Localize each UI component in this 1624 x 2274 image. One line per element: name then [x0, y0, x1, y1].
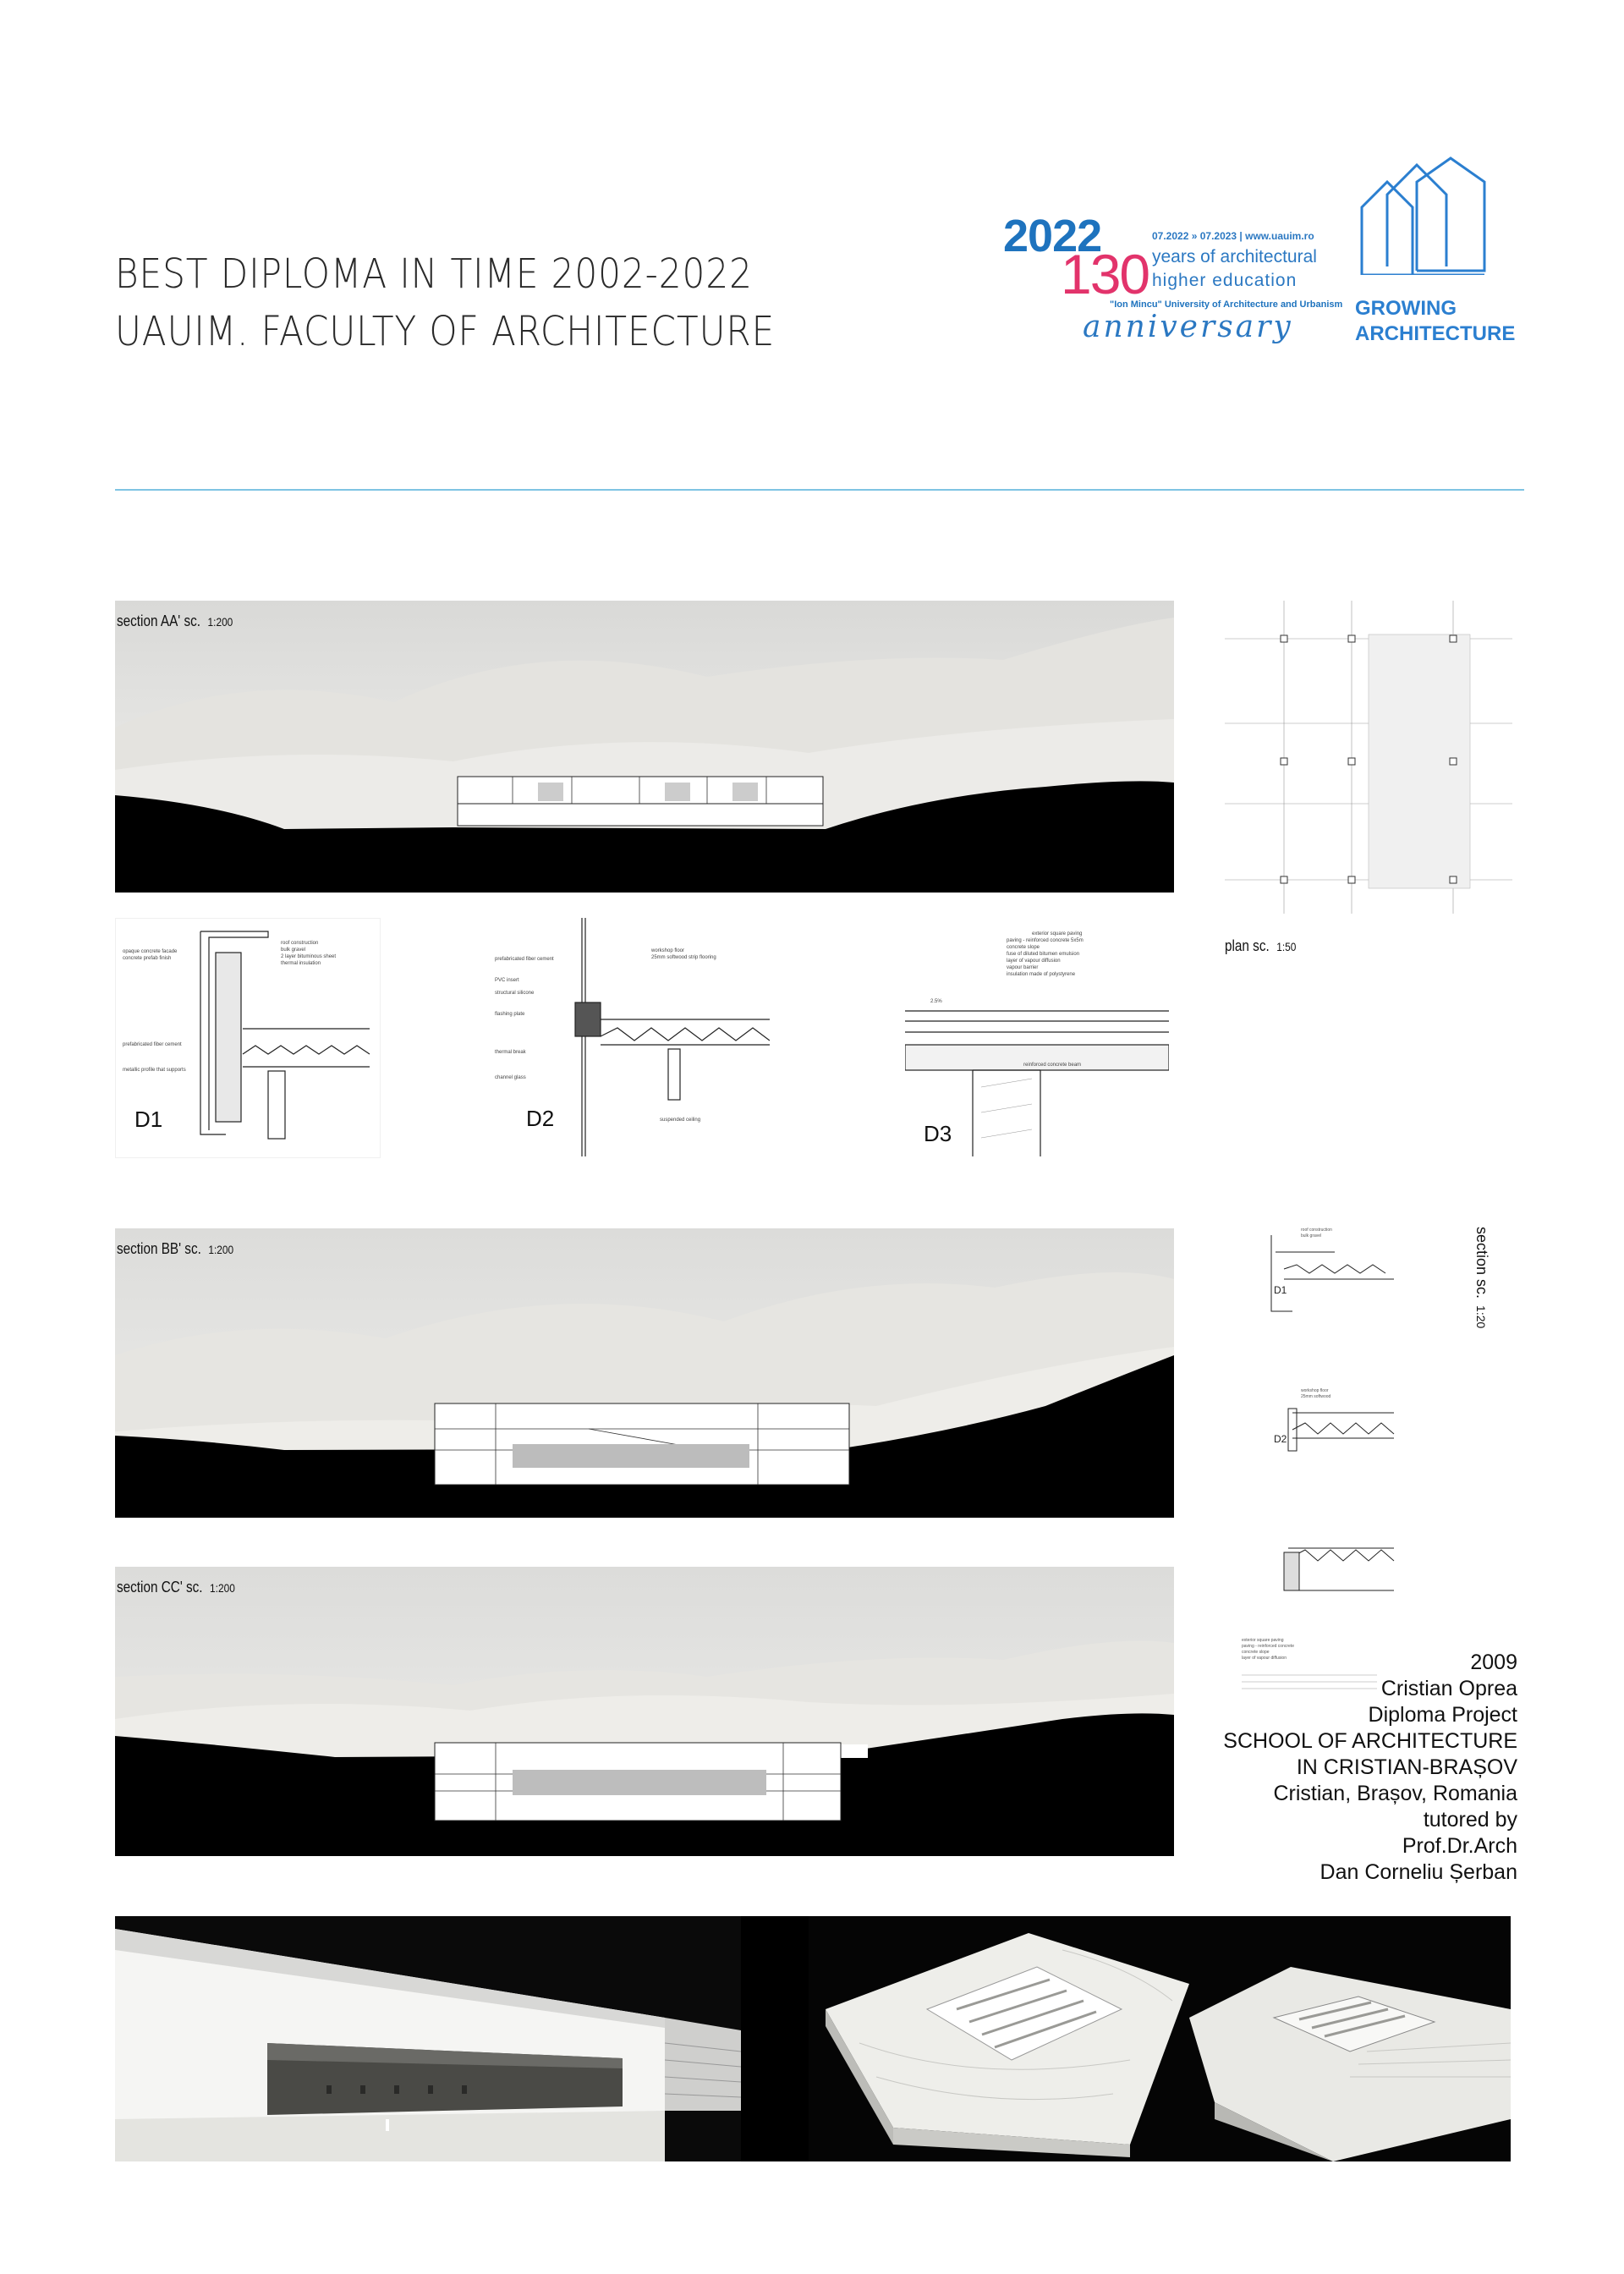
- svg-text:2.5%: 2.5%: [930, 999, 942, 1004]
- credits-type: Diploma Project: [1368, 1703, 1517, 1727]
- section-cc-scale: 1:200: [210, 1581, 235, 1595]
- section-aa-drawing: [115, 601, 1174, 893]
- svg-text:thermal break: thermal break: [495, 1050, 526, 1055]
- logo-dates: 07.2022 » 07.2023 | www.uauim.ro: [1152, 230, 1314, 242]
- detail-d2-label: D2: [526, 1106, 555, 1131]
- svg-text:opaque concrete facade: opaque concrete facade: [123, 949, 178, 954]
- section-bb-label: [117, 1240, 233, 1258]
- svg-text:structural silicone: structural silicone: [495, 991, 535, 996]
- section-bb-scale: 1:200: [208, 1243, 234, 1256]
- svg-text:layer of vapour diffusion: layer of vapour diffusion: [1007, 958, 1061, 964]
- plan-title: plan sc.: [1225, 937, 1270, 954]
- credits-tutored: tutored by: [1423, 1808, 1517, 1832]
- svg-text:exterior square paving: exterior square paving: [1032, 931, 1083, 937]
- svg-text:PVC insert: PVC insert: [495, 978, 519, 983]
- model-photo-strip: [115, 1916, 1511, 2161]
- detail-d3: [905, 918, 1169, 1156]
- detail-d1: [115, 918, 381, 1158]
- credits-year: 2009: [1470, 1651, 1517, 1674]
- growing-architecture-logo: [1353, 157, 1522, 351]
- svg-text:vapour barrier: vapour barrier: [1007, 965, 1039, 970]
- svg-text:workshop floor: workshop floor: [1301, 1388, 1329, 1393]
- svg-text:flashing plate: flashing plate: [495, 1012, 525, 1017]
- side-section-d1-label: D1: [1274, 1284, 1287, 1296]
- plan-scale: 1:50: [1276, 940, 1297, 953]
- svg-text:roof construction: roof construction: [1301, 1228, 1332, 1233]
- svg-text:2 layer bituminous sheet: 2 layer bituminous sheet: [281, 954, 337, 959]
- detail-d3-label: D3: [924, 1121, 952, 1146]
- svg-text:25mm softwood strip flooring: 25mm softwood strip flooring: [651, 955, 716, 960]
- svg-text:layer of vapour diffusion: layer of vapour diffusion: [1242, 1656, 1287, 1661]
- svg-text:paving - reinforced concrete 5: paving - reinforced concrete 5x5m: [1007, 938, 1084, 943]
- side-section-scale: 1:20: [1474, 1305, 1488, 1329]
- house-outline-icon: [1353, 157, 1489, 275]
- plan-drawing: [1225, 601, 1512, 914]
- model-photo-2: [809, 1916, 1198, 2161]
- logo-line-3: "Ion Mincu" University of Architecture and Urbanism: [1110, 299, 1343, 310]
- page-title: [115, 245, 775, 360]
- growing-line-2: ARCHITECTURE: [1355, 322, 1516, 345]
- credits-title-2: IN CRISTIAN-BRAȘOV: [1296, 1755, 1517, 1779]
- credits-tutor-2: Dan Corneliu Șerban: [1320, 1860, 1517, 1884]
- svg-text:25mm softwood: 25mm softwood: [1301, 1394, 1331, 1399]
- section-cc-title: section CC' sc.: [117, 1579, 203, 1596]
- section-aa-label: [117, 612, 233, 630]
- svg-text:metallic profile that supports: metallic profile that supports: [123, 1068, 186, 1073]
- svg-text:thermal insulation: thermal insulation: [281, 961, 321, 966]
- svg-text:prefabricated fiber cement: prefabricated fiber cement: [495, 957, 554, 962]
- svg-text:prefabricated fiber cement: prefabricated fiber cement: [123, 1042, 182, 1047]
- credits-tutor-1: Prof.Dr.Arch: [1402, 1834, 1517, 1858]
- section-bb-drawing: [115, 1228, 1174, 1518]
- svg-text:reinforced concrete beam: reinforced concrete beam: [1023, 1063, 1082, 1068]
- svg-text:suspended ceiling: suspended ceiling: [660, 1118, 701, 1123]
- svg-text:exterior square paving: exterior square paving: [1242, 1638, 1284, 1643]
- svg-text:concrete prefab finish: concrete prefab finish: [123, 956, 172, 961]
- logo-word: anniversary: [1083, 310, 1293, 344]
- credits-title-1: SCHOOL OF ARCHITECTURE: [1223, 1729, 1517, 1753]
- svg-text:channel glass: channel glass: [495, 1075, 526, 1080]
- anniversary-logo: [998, 210, 1343, 354]
- model-photo-3: [1189, 1916, 1511, 2161]
- svg-text:concrete slope: concrete slope: [1007, 945, 1040, 950]
- svg-text:workshop floor: workshop floor: [651, 948, 685, 953]
- credits-author: Cristian Oprea: [1380, 1677, 1517, 1700]
- svg-text:paving - reinforced concrete: paving - reinforced concrete: [1242, 1644, 1294, 1649]
- credits-location: Cristian, Brașov, Romania: [1273, 1782, 1517, 1805]
- section-aa-panel: [115, 601, 1174, 893]
- svg-text:insulation made of polystyrene: insulation made of polystyrene: [1007, 972, 1076, 977]
- model-photo-1: [115, 1916, 741, 2161]
- title-line-1: BEST DIPLOMA IN TIME 2002-2022: [115, 250, 753, 298]
- svg-text:fuse of diluted bitumen emulsi: fuse of diluted bitumen emulsion: [1007, 952, 1080, 957]
- svg-text:bulk gravel: bulk gravel: [281, 948, 306, 953]
- section-bb-title: section BB' sc.: [117, 1240, 201, 1257]
- detail-d1-label: D1: [134, 1107, 163, 1132]
- plan-lines: [1225, 601, 1512, 914]
- logo-line-1: years of architectural: [1152, 247, 1317, 266]
- logo-line-2: higher education: [1152, 271, 1298, 290]
- section-cc-label: [117, 1579, 235, 1596]
- logo-year: 2022: [1003, 211, 1102, 261]
- header-divider: [115, 489, 1524, 491]
- side-section-label: [1473, 1227, 1490, 1328]
- svg-text:concrete slope: concrete slope: [1242, 1650, 1270, 1655]
- svg-text:bulk gravel: bulk gravel: [1301, 1233, 1322, 1239]
- section-aa-title: section AA' sc.: [117, 612, 201, 629]
- section-cc-panel: [115, 1567, 1174, 1856]
- logo-number: 130: [1061, 243, 1149, 305]
- side-section-title: section sc.: [1473, 1227, 1490, 1299]
- svg-text:roof construction: roof construction: [281, 941, 319, 946]
- plan-label: [1225, 937, 1296, 955]
- detail-d2: [491, 918, 770, 1156]
- section-cc-drawing: [115, 1567, 1174, 1856]
- growing-line-1: GROWING: [1355, 297, 1457, 320]
- credits-block: [1223, 1650, 1517, 1886]
- side-section-d2-label: D2: [1274, 1433, 1287, 1445]
- title-line-2: UAUIM. FACULTY OF ARCHITECTURE: [115, 308, 776, 355]
- section-bb-panel: [115, 1228, 1174, 1518]
- section-aa-scale: 1:200: [207, 615, 233, 629]
